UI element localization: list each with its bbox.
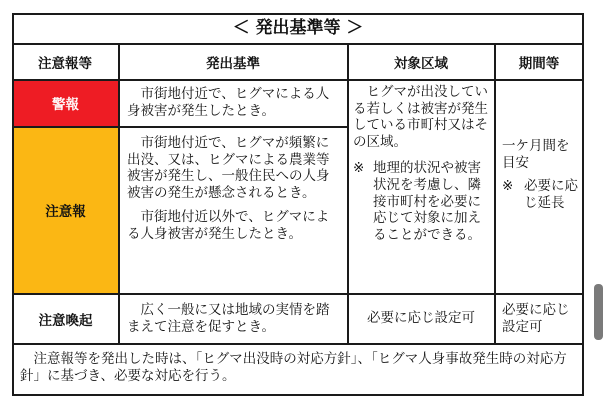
area-main: ヒグマが出没している若しくは被害が発生している市町村又はその区域。 — [353, 84, 488, 150]
footer-note: 注意報等を発出した時は、「ヒグマ出没時の対応方針」、「ヒグマ人身事故発生時の対応方針」に基づき、必要な対応を行う。 — [20, 351, 567, 384]
note-mark: ※ — [353, 160, 365, 177]
warning-criteria: 市街地付近で、ヒグマによる人身被害が発生したとき。 — [127, 86, 330, 119]
area-note — [353, 160, 493, 243]
alert-criteria: 広く一般に又は地域の実情を踏まえて注意を促すとき。 — [127, 302, 330, 335]
header-period: 期間等 — [518, 55, 560, 72]
area-note-text: 地理的状況や被害状況を考慮し、隣接市町村を必要に応じて対象に加えることができる。 — [373, 160, 481, 243]
table-title: ＜ 発出基準等 ＞ — [232, 18, 364, 38]
advisory-criteria-1: 市街地付近で、ヒグマが頻繁に出没、又は、ヒグマによる農業等被害が発生し、一般住民への人身被害の発生が懸念されるとき。 — [127, 135, 330, 201]
note-mark: ※ — [502, 178, 514, 195]
scrollbar-thumb[interactable] — [594, 284, 603, 340]
warning-label: 警報 — [52, 97, 79, 113]
alert-label: 注意喚起 — [38, 312, 93, 329]
alert-period: 必要に応じ設定可 — [502, 302, 570, 335]
period-note-text: 必要に応じ延長 — [524, 178, 578, 211]
header-category: 注意報等 — [38, 55, 92, 72]
period-note — [502, 178, 578, 211]
advisory-criteria-2: 市街地付近以外で、ヒグマによる人身被害が発生したとき。 — [127, 209, 330, 242]
alert-area: 必要に応じ設定可 — [367, 310, 475, 327]
header-criteria: 発出基準 — [206, 55, 260, 72]
advisory-label: 注意報 — [45, 204, 86, 220]
header-area: 対象区域 — [394, 55, 448, 72]
period-main: 一ケ月間を目安 — [502, 138, 570, 171]
criteria-table — [12, 13, 584, 396]
